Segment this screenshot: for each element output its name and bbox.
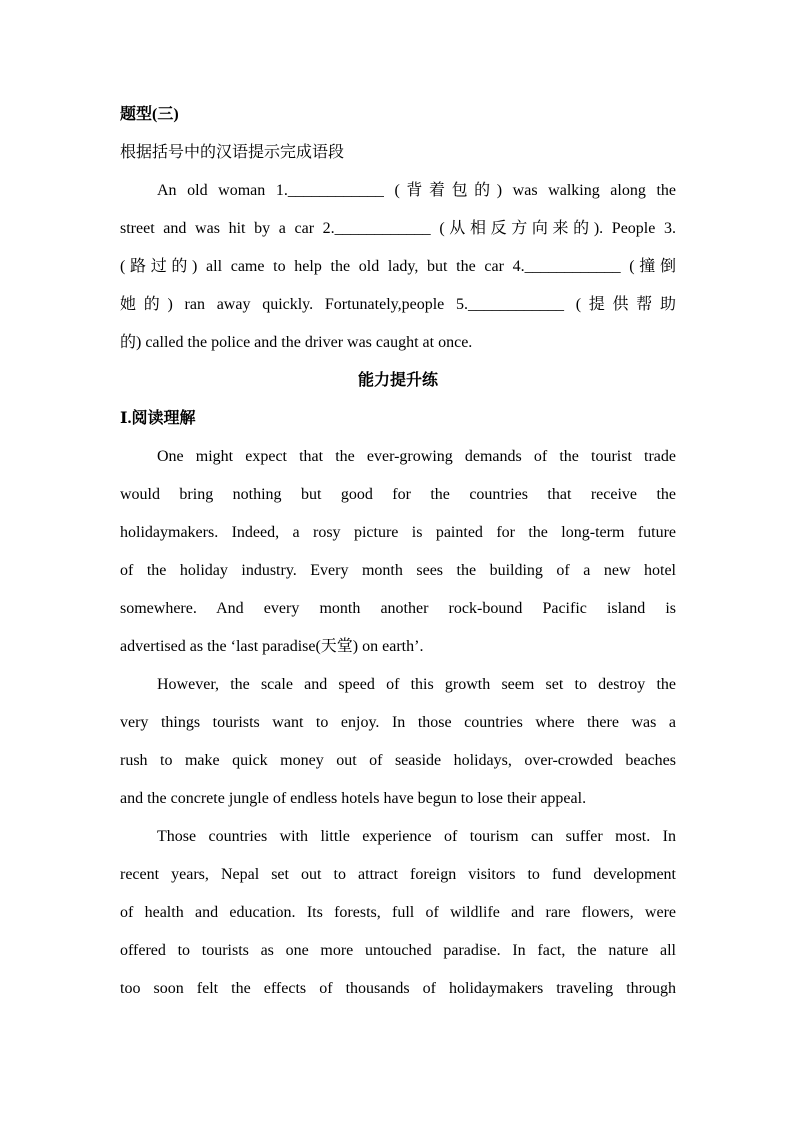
paragraph-line: somewhere. And every month another rock-bound Pacific island is [120,600,676,617]
paragraph-line: holidaymakers. Indeed, a rosy picture is painted for the long-term future [120,524,676,541]
paragraph-line: One might expect that the ever-growing demands of the tourist trade [157,448,676,465]
paragraph-line: too soon felt the effects of thousands of holidaymakers traveling through [120,980,676,997]
exercise-line: (路过的) all came to help the old lady, but the car 4.____________ (撞倒 [120,258,676,275]
paragraph-line: of the holiday industry. Every month sees the building of a new hotel [120,562,676,579]
exercise-line: An old woman 1.____________ (背着包的) was walking along the [157,182,676,199]
paragraph-line: very things tourists want to enjoy. In those countries where there was a [120,714,676,731]
exercise-line: 的) called the police and the driver was caught at once. [120,334,473,351]
paragraph-line: Those countries with little experience of tourism can suffer most. In [157,828,676,845]
paragraph-line: However, the scale and speed of this growth seem set to destroy the [157,676,676,693]
paragraph-line: rush to make quick money out of seaside holidays, over-crowded beaches [120,752,676,769]
paragraph-line: advertised as the ‘last paradise(天堂) on earth’. [120,638,424,655]
exercise-line: 她的) ran away quickly. Fortunately,people 5.____________ (提供帮助 [120,296,676,313]
exercise-paragraph [120,172,676,362]
practice-heading: 能力提升练 [357,372,438,389]
instruction-text: 根据括号中的汉语提示完成语段 [120,144,345,161]
section-title: 题型(三) [120,106,179,123]
reading-paragraph-1 [120,438,676,666]
reading-paragraph-3 [120,818,676,1008]
reading-paragraph-2 [120,666,676,818]
paragraph-line: offered to tourists as one more untouched paradise. In fact, the nature all [120,942,676,959]
document-page [120,96,676,1008]
exercise-line: street and was hit by a car 2.____________ (从相反方向来的). People 3. [120,220,676,237]
paragraph-line: recent years, Nepal set out to attract foreign visitors to fund development [120,866,676,883]
paragraph-line: would bring nothing but good for the countries that receive the [120,486,676,503]
paragraph-line: of health and education. Its forests, full of wildlife and rare flowers, were [120,904,676,921]
paragraph-line: and the concrete jungle of endless hotels have begun to lose their appeal. [120,790,587,807]
reading-heading: Ⅰ.阅读理解 [120,410,196,427]
